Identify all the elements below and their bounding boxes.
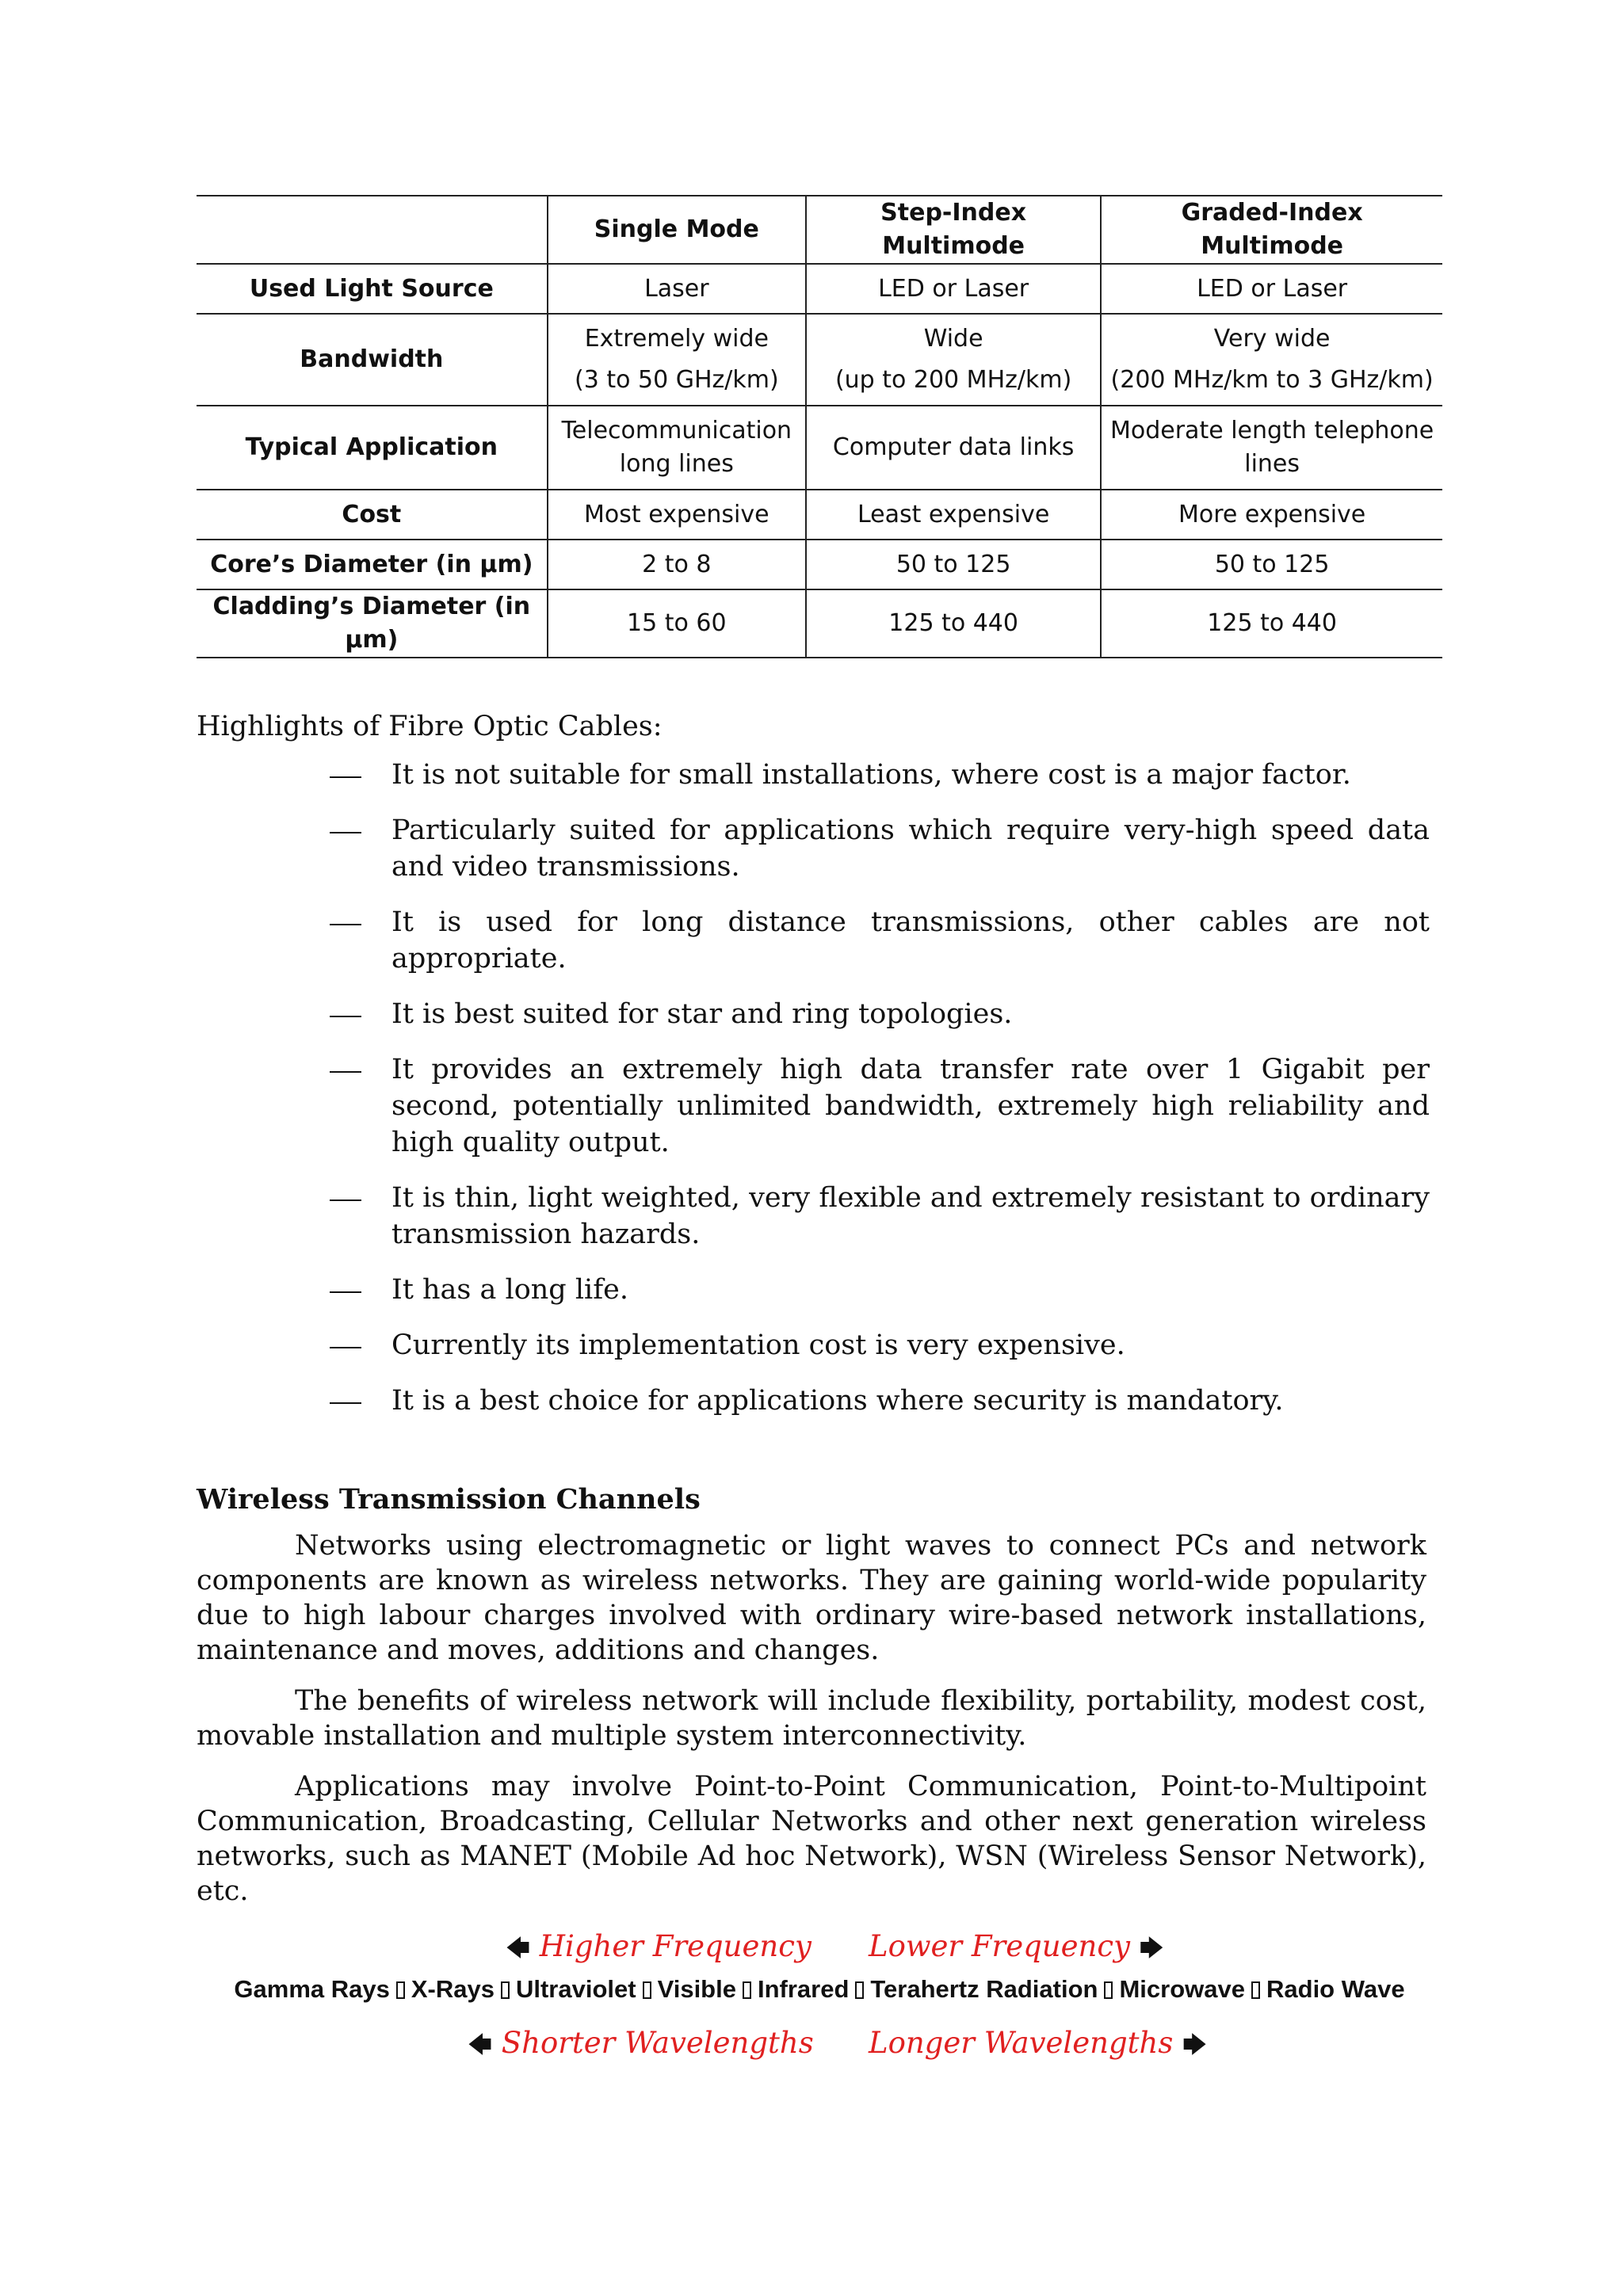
table-row — [197, 540, 1442, 589]
table-cell — [1101, 314, 1442, 406]
table-cell: 2 to 8 — [548, 540, 806, 589]
table-cell: LED or Laser — [806, 264, 1101, 314]
list-item-text: It is a best choice for applications where security is mandatory. — [391, 1385, 1284, 1417]
band-label: Gamma Rays — [234, 1975, 390, 2003]
table-cell: 125 to 440 — [806, 589, 1101, 658]
row-label: Cost — [197, 490, 548, 540]
band-label: Visible — [657, 1975, 736, 2003]
table-cell: More expensive — [1101, 490, 1442, 540]
section-heading: Wireless Transmission Channels — [197, 1483, 701, 1516]
table-cell — [806, 314, 1101, 406]
list-item — [328, 1383, 1430, 1419]
table-header-cell: Single Mode — [548, 196, 806, 264]
table-row — [197, 314, 1442, 406]
document-page — [197, 195, 1442, 2075]
separator-box-icon — [855, 1981, 864, 1999]
list-item — [328, 1327, 1430, 1363]
higher-frequency-label — [506, 1928, 812, 1968]
shorter-wavelengths-text: Shorter Wavelengths — [501, 2026, 814, 2060]
longer-wavelengths-label — [869, 2024, 1207, 2065]
cell-line: (up to 200 MHz/km) — [834, 366, 1072, 394]
band-label: Microwave — [1119, 1975, 1245, 2003]
band-label: Infrared — [757, 1975, 850, 2003]
table-cell: Computer data links — [806, 406, 1101, 490]
separator-box-icon — [743, 1981, 751, 1999]
table-row — [197, 406, 1442, 490]
table-row — [197, 589, 1442, 658]
table-row — [197, 264, 1442, 314]
table-cell: LED or Laser — [1101, 264, 1442, 314]
list-item — [328, 1051, 1430, 1161]
cell-line: lines — [1244, 450, 1300, 478]
row-label: Typical Application — [197, 406, 548, 490]
band-label: Ultraviolet — [515, 1975, 636, 2003]
right-arrow-icon: 🡆 — [1139, 1935, 1164, 1962]
right-arrow-icon: 🡆 — [1182, 2031, 1208, 2059]
list-item-text: It is not suitable for small installations, where cost is a major factor. — [391, 759, 1351, 791]
list-item — [328, 996, 1430, 1032]
cell-line: Wide — [923, 325, 983, 353]
table-cell: 15 to 60 — [548, 589, 806, 658]
lower-frequency-text: Lower Frequency — [869, 1929, 1130, 1963]
table-header-cell: Graded-Index Multimode — [1101, 196, 1442, 264]
cell-line: Extremely wide — [584, 325, 769, 353]
table-cell: 125 to 440 — [1101, 589, 1442, 658]
higher-frequency-text: Higher Frequency — [539, 1929, 812, 1963]
row-label: Cladding’s Diameter (in µm) — [197, 589, 548, 658]
band-label: Terahertz Radiation — [870, 1975, 1098, 2003]
separator-box-icon — [501, 1981, 510, 1999]
cell-line: Moderate length telephone — [1109, 417, 1434, 444]
list-item-text: Currently its implementation cost is very expensive. — [391, 1329, 1125, 1361]
row-label: Used Light Source — [197, 264, 548, 314]
paragraph: Applications may involve Point-to-Point Communication, Point-to-Multipoint Communication, Broadcasting, Cellular Networks and other next generation wireless networks, such as MANET (Mobile Ad hoc Network), WSN (Wireless Sensor Network), etc. — [197, 1771, 1426, 1907]
left-arrow-icon: 🡄 — [506, 1935, 530, 1962]
table-cell: 50 to 125 — [1101, 540, 1442, 589]
row-label: Core’s Diameter (in µm) — [197, 540, 548, 589]
separator-box-icon — [1104, 1981, 1113, 1999]
table-cell: Most expensive — [548, 490, 806, 540]
separator-box-icon — [1251, 1981, 1260, 1999]
band-label: Radio Wave — [1266, 1975, 1405, 2003]
list-item — [328, 1272, 1430, 1308]
lower-frequency-label — [869, 1928, 1164, 1968]
cell-line: Very wide — [1213, 325, 1331, 353]
list-item-text: Particularly suited for applications which require very-high speed data and video transmissions. — [391, 814, 1430, 883]
table-cell — [548, 314, 806, 406]
list-item-text: It is best suited for star and ring topologies. — [391, 998, 1013, 1030]
separator-box-icon — [643, 1981, 651, 1999]
em-spectrum-figure — [197, 1924, 1442, 2075]
band-label: X-Rays — [411, 1975, 495, 2003]
paragraph: The benefits of wireless network will include flexibility, portability, modest cost, movable installation and multiple system interconnectivity. — [197, 1685, 1426, 1752]
left-arrow-icon: 🡄 — [468, 2031, 492, 2059]
table-header-row — [197, 196, 1442, 264]
list-item-text: It has a long life. — [391, 1274, 629, 1306]
table-cell: Laser — [548, 264, 806, 314]
table-header-cell: Step-Index Multimode — [806, 196, 1101, 264]
cell-line: long lines — [619, 450, 734, 478]
list-item — [328, 757, 1430, 793]
list-item-text: It is used for long distance transmissions, other cables are not appropriate. — [391, 906, 1430, 974]
list-item — [328, 904, 1430, 977]
row-label: Bandwidth — [197, 314, 548, 406]
shorter-wavelengths-label — [468, 2024, 814, 2065]
table-cell: 50 to 125 — [806, 540, 1101, 589]
table-header-cell — [197, 196, 548, 264]
table-cell — [548, 406, 806, 490]
list-item — [328, 1180, 1430, 1253]
cell-line: Telecommunication — [561, 417, 792, 444]
list-item-text: It is thin, light weighted, very flexible and extremely resistant to ordinary transmission hazards. — [391, 1182, 1430, 1250]
fiber-mode-comparison-table — [197, 195, 1442, 658]
list-item — [328, 812, 1430, 885]
highlights-list — [197, 757, 1430, 1419]
table-row — [197, 490, 1442, 540]
cell-line: (3 to 50 GHz/km) — [575, 366, 779, 394]
table-cell: Least expensive — [806, 490, 1101, 540]
table-cell — [1101, 406, 1442, 490]
list-item-text: It provides an extremely high data transfer rate over 1 Gigabit per second, potentially unlimited bandwidth, extremely high reliability and high quality output. — [391, 1054, 1430, 1158]
highlights-title: Highlights of Fibre Optic Cables: — [197, 711, 663, 742]
spectrum-bands — [204, 1975, 1434, 2004]
separator-box-icon — [396, 1981, 405, 1999]
cell-line: (200 MHz/km to 3 GHz/km) — [1110, 366, 1434, 394]
paragraph: Networks using electromagnetic or light waves to connect PCs and network components are known as wireless networks. They are gaining world-wide popularity due to high labour charges involved with ordinary wire-based network installations, maintenance and moves, additions and changes. — [197, 1530, 1426, 1666]
longer-wavelengths-text: Longer Wavelengths — [869, 2026, 1174, 2060]
